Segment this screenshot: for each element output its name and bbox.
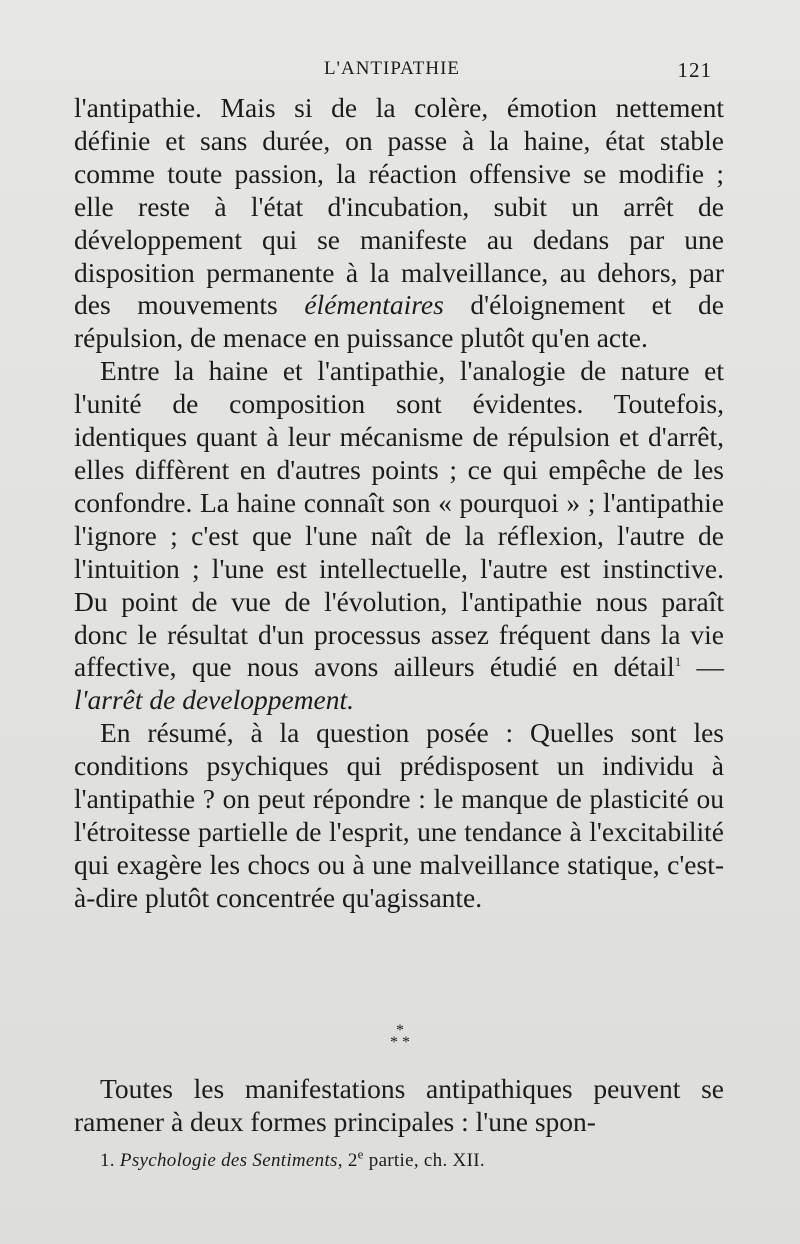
paragraph-4: Toutes les manifestations antipathiques peuvent se ramener à deux formes principales : l'une spon-	[74, 1073, 724, 1137]
section-separator	[0, 1022, 800, 1051]
footnote-title: Psychologie des Sentiments	[119, 1150, 338, 1171]
body-text	[74, 92, 724, 915]
footnote-superscript: e	[357, 1146, 364, 1162]
separator-star-top: *	[396, 1022, 404, 1039]
paragraph-2-italic: l'arrêt de developpement.	[74, 684, 355, 716]
paragraph-2-dash: —	[681, 651, 724, 683]
paragraph-1-italic: élémentaires	[304, 289, 444, 321]
footnote-rest: , 2	[337, 1150, 358, 1171]
page-header	[72, 58, 712, 88]
footnote-number: 1.	[100, 1150, 115, 1171]
paragraph-3-text: En résumé, à la question posée : Quelles sont les conditions psychiques qui prédisposent un individu à l'antipathie ? on peut répondre : le manque de plasticité ou l'étroitesse partielle de l'esprit, une tendance à l'excitabilité qui exagère les chocs ou à une malveillance statique, c'est-à-dire plutôt concentrée qu'agissante.	[74, 717, 724, 913]
running-title: L'ANTIPATHIE	[323, 58, 461, 79]
footnote	[100, 1146, 700, 1172]
paragraph-1-text: l'antipathie. Mais si de la colère, émotion nettement définie et sans durée, on passe à la haine, état stable comme toute passion, la réaction offensive se modifie ; elle reste à l'état d'incubation, subit un arrêt de développement qui se manifeste au dedans par une disposition permanente à la malveillance, au dehors, par des mouvements	[74, 92, 724, 321]
paragraph-1-end: d'éloignement et de répulsion, de menace en puissance plutôt qu'en acte.	[74, 289, 724, 354]
footnote-rest2: partie, ch. XII.	[363, 1150, 485, 1171]
page-number: 121	[677, 58, 712, 82]
paragraph-3	[74, 717, 724, 914]
separator-stars-bottom: * *	[390, 1034, 410, 1051]
paragraph-2	[74, 355, 724, 717]
paragraph-2-text: Entre la haine et l'antipathie, l'analogie de nature et l'unité de composition sont évidentes. Toutefois, identiques quant à leur mécanisme de répulsion et d'arrêt, elles diffèrent en d'autres points ; ce qui empêche de les confondre. La haine connaît son « pourquoi » ; l'antipathie l'ignore ; c'est que l'une naît de la réflexion, l'autre de l'intuition ; l'une est intellectuelle, l'autre est instinctive. Du point de vue de l'évolution, l'antipathie nous paraît donc le résultat d'un processus assez fréquent dans la vie affective, que nous avons ailleurs étudié en détail	[74, 355, 724, 683]
paragraph-1	[74, 92, 724, 355]
footnote-reference[interactable]: 1	[674, 654, 682, 670]
